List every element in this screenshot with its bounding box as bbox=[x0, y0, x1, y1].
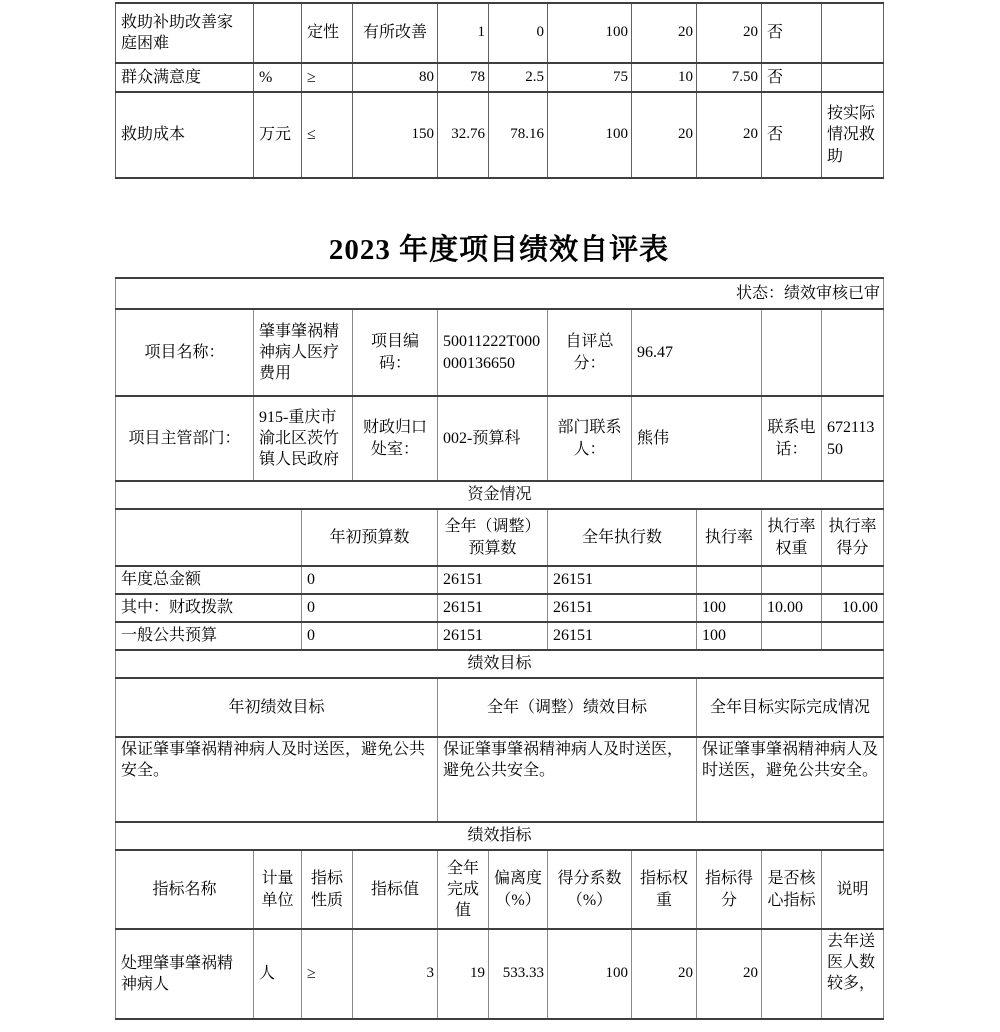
funds-row bbox=[116, 566, 884, 594]
indicator-header-cell: 是否核心指标 bbox=[762, 850, 822, 929]
funds-value-cell bbox=[822, 566, 884, 594]
indicator-header-cell: 偏离度（%） bbox=[489, 850, 548, 929]
project-name-label: 项目名称： bbox=[116, 309, 254, 396]
score-cell: 20 bbox=[697, 929, 762, 1019]
score-cell: 20 bbox=[697, 92, 762, 178]
note-cell: 去年送医人数较多， bbox=[822, 929, 884, 1019]
funds-value-cell: 26151 bbox=[548, 594, 697, 622]
goals-header-row bbox=[116, 678, 884, 737]
indicator-name-cell: 救助补助改善家庭困难 bbox=[116, 3, 254, 63]
funds-value-cell: 0 bbox=[302, 622, 438, 650]
core-indicator-cell bbox=[762, 929, 822, 1019]
phone-label: 联系电话： bbox=[762, 396, 822, 481]
project-info-row bbox=[116, 309, 884, 396]
section-funds: 资金情况 bbox=[116, 481, 884, 509]
weight-cell: 20 bbox=[632, 929, 697, 1019]
indicator-header-cell: 说明 bbox=[822, 850, 884, 929]
department-info-row bbox=[116, 396, 884, 481]
funds-header-cell: 执行率 bbox=[697, 509, 762, 566]
goals-header-cell: 全年目标实际完成情况 bbox=[697, 678, 884, 737]
funds-value-cell: 100 bbox=[697, 622, 762, 650]
self-evaluation-table bbox=[115, 277, 884, 1020]
nature-cell: ≤ bbox=[302, 92, 353, 178]
project-name-value: 肇事肇祸精神病人医疗费用 bbox=[254, 309, 353, 396]
indicator-row bbox=[116, 92, 884, 178]
unit-cell: % bbox=[254, 63, 302, 92]
weight-cell: 20 bbox=[632, 3, 697, 63]
dept-value: 915-重庆市渝北区茨竹镇人民政府 bbox=[254, 396, 353, 481]
deviation-cell: 533.33 bbox=[489, 929, 548, 1019]
indicator-name-cell: 救助成本 bbox=[116, 92, 254, 178]
goals-header-cell: 全年（调整）绩效目标 bbox=[438, 678, 697, 737]
page-title: 2023 年度项目绩效自评表 bbox=[328, 234, 670, 266]
nature-cell: ≥ bbox=[302, 63, 353, 92]
funds-value-cell: 26151 bbox=[438, 566, 548, 594]
indicator-header-cell: 得分系数（%） bbox=[548, 850, 632, 929]
section-row bbox=[116, 650, 884, 678]
project-code-value: 50011222T000000136650 bbox=[438, 309, 548, 396]
phone-value: 67211350 bbox=[822, 396, 884, 481]
goal-text-cell: 保证肇事肇祸精神病人及时送医，避免公共安全。 bbox=[116, 737, 438, 822]
finance-office-label: 财政归口处室： bbox=[353, 396, 438, 481]
funds-row bbox=[116, 594, 884, 622]
funds-label-cell: 其中：财政拨款 bbox=[116, 594, 302, 622]
target-value-cell: 80 bbox=[353, 63, 438, 92]
funds-value-cell bbox=[822, 622, 884, 650]
indicator-header-cell: 指标得分 bbox=[697, 850, 762, 929]
indicator-header-cell: 指标性质 bbox=[302, 850, 353, 929]
weight-cell: 20 bbox=[632, 92, 697, 178]
funds-value-cell: 10.00 bbox=[762, 594, 822, 622]
status-cell: 状态：绩效审核已审 bbox=[116, 278, 884, 309]
target-value-cell: 3 bbox=[353, 929, 438, 1019]
self-score-value: 96.47 bbox=[632, 309, 762, 396]
funds-header-cell: 执行率得分 bbox=[822, 509, 884, 566]
funds-value-cell bbox=[762, 622, 822, 650]
goal-text-cell: 保证肇事肇祸精神病人及时送医，避免公共安全。 bbox=[697, 737, 884, 822]
target-value-cell: 有所改善 bbox=[353, 3, 438, 63]
indicator-header-cell: 指标名称 bbox=[116, 850, 254, 929]
indicator-header-cell: 计量单位 bbox=[254, 850, 302, 929]
funds-value-cell: 26151 bbox=[548, 566, 697, 594]
section-row bbox=[116, 822, 884, 850]
indicator-row bbox=[116, 929, 884, 1019]
deviation-cell: 0 bbox=[489, 3, 548, 63]
target-value-cell: 150 bbox=[353, 92, 438, 178]
funds-header-cell bbox=[116, 509, 302, 566]
core-indicator-cell: 否 bbox=[762, 63, 822, 92]
note-cell bbox=[822, 3, 884, 63]
completed-value-cell: 78 bbox=[438, 63, 489, 92]
indicator-header-cell: 全年完成值 bbox=[438, 850, 489, 929]
score-cell: 7.50 bbox=[697, 63, 762, 92]
completed-value-cell: 1 bbox=[438, 3, 489, 63]
indicator-row bbox=[116, 3, 884, 63]
contact-value: 熊伟 bbox=[632, 396, 762, 481]
funds-value-cell bbox=[697, 566, 762, 594]
empty-cell bbox=[822, 309, 884, 396]
finance-office-value: 002-预算科 bbox=[438, 396, 548, 481]
core-indicator-cell: 否 bbox=[762, 3, 822, 63]
nature-cell: 定性 bbox=[302, 3, 353, 63]
weight-cell: 10 bbox=[632, 63, 697, 92]
deviation-cell: 78.16 bbox=[489, 92, 548, 178]
nature-cell: ≥ bbox=[302, 929, 353, 1019]
dept-label: 项目主管部门： bbox=[116, 396, 254, 481]
section-indicators: 绩效指标 bbox=[116, 822, 884, 850]
funds-label-cell: 一般公共预算 bbox=[116, 622, 302, 650]
funds-header-row bbox=[116, 509, 884, 566]
funds-value-cell: 0 bbox=[302, 566, 438, 594]
deviation-cell: 2.5 bbox=[489, 63, 548, 92]
section-row bbox=[116, 481, 884, 509]
completed-value-cell: 19 bbox=[438, 929, 489, 1019]
score-cell: 20 bbox=[697, 3, 762, 63]
score-coef-cell: 75 bbox=[548, 63, 632, 92]
goal-text-cell: 保证肇事肇祸精神病人及时送医，避免公共安全。 bbox=[438, 737, 697, 822]
funds-value-cell: 26151 bbox=[438, 622, 548, 650]
funds-header-cell: 年初预算数 bbox=[302, 509, 438, 566]
funds-label-cell: 年度总金额 bbox=[116, 566, 302, 594]
funds-header-cell: 执行率权重 bbox=[762, 509, 822, 566]
score-coef-cell: 100 bbox=[548, 3, 632, 63]
funds-value-cell bbox=[762, 566, 822, 594]
unit-cell: 万元 bbox=[254, 92, 302, 178]
indicator-row bbox=[116, 63, 884, 92]
funds-value-cell: 100 bbox=[697, 594, 762, 622]
project-code-label: 项目编码： bbox=[353, 309, 438, 396]
indicator-header-row bbox=[116, 850, 884, 929]
indicator-header-cell: 指标值 bbox=[353, 850, 438, 929]
score-coef-cell: 100 bbox=[548, 929, 632, 1019]
goals-content-row bbox=[116, 737, 884, 822]
indicator-header-cell: 指标权重 bbox=[632, 850, 697, 929]
top-indicator-table bbox=[115, 2, 884, 179]
empty-cell bbox=[762, 309, 822, 396]
self-score-label: 自评总分： bbox=[548, 309, 632, 396]
indicator-name-cell: 群众满意度 bbox=[116, 63, 254, 92]
section-goals: 绩效目标 bbox=[116, 650, 884, 678]
funds-value-cell: 26151 bbox=[438, 594, 548, 622]
contact-label: 部门联系人： bbox=[548, 396, 632, 481]
unit-cell: 人 bbox=[254, 929, 302, 1019]
note-cell bbox=[822, 63, 884, 92]
funds-value-cell: 0 bbox=[302, 594, 438, 622]
indicator-name-cell: 处理肇事肇祸精神病人 bbox=[116, 929, 254, 1019]
status-row bbox=[116, 278, 884, 309]
funds-row bbox=[116, 622, 884, 650]
note-cell: 按实际情况救助 bbox=[822, 92, 884, 178]
unit-cell bbox=[254, 3, 302, 63]
score-coef-cell: 100 bbox=[548, 92, 632, 178]
funds-header-cell: 全年（调整）预算数 bbox=[438, 509, 548, 566]
funds-header-cell: 全年执行数 bbox=[548, 509, 697, 566]
funds-value-cell: 10.00 bbox=[822, 594, 884, 622]
goals-header-cell: 年初绩效目标 bbox=[116, 678, 438, 737]
core-indicator-cell: 否 bbox=[762, 92, 822, 178]
completed-value-cell: 32.76 bbox=[438, 92, 489, 178]
funds-value-cell: 26151 bbox=[548, 622, 697, 650]
